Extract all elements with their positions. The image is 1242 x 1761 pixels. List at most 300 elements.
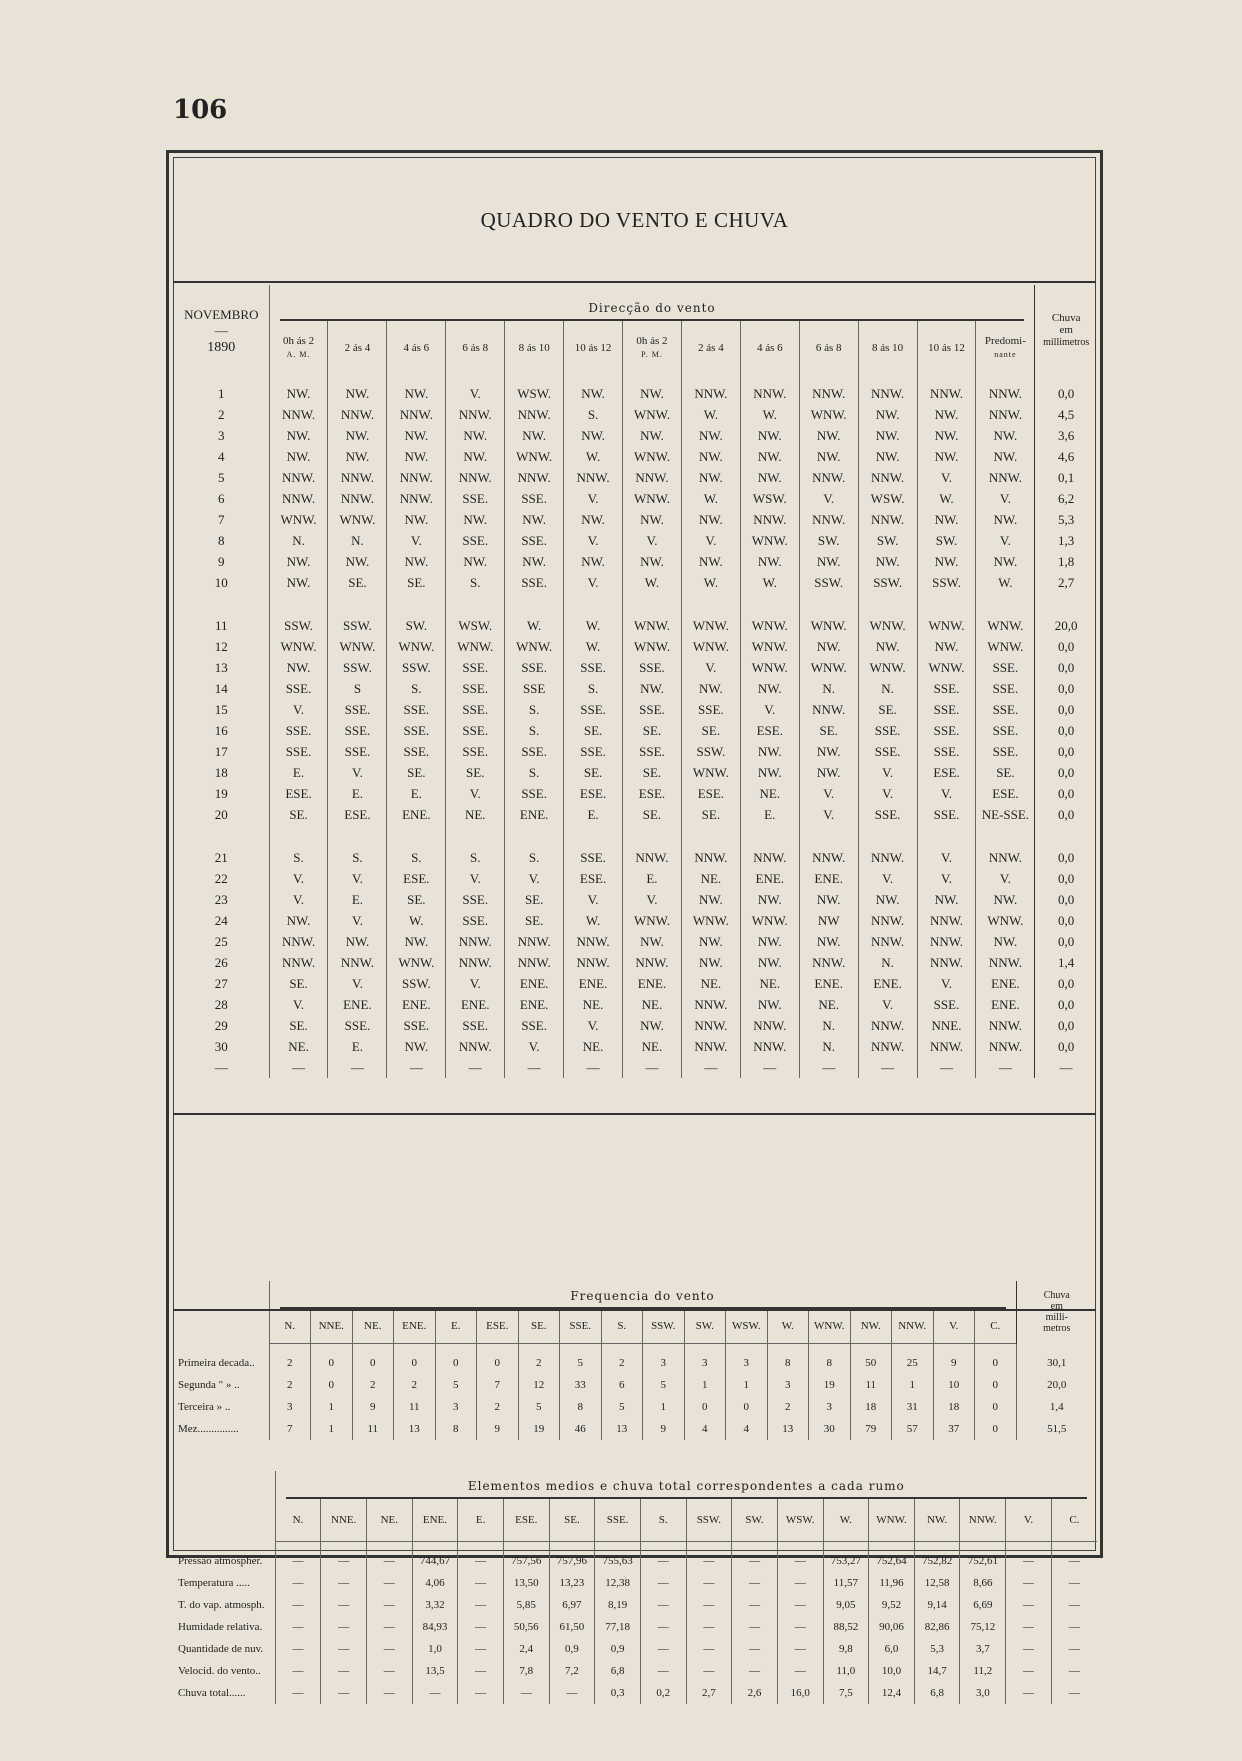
wind-direction-cell: SSE. bbox=[328, 1015, 387, 1036]
elements-cell: — bbox=[1006, 1572, 1052, 1594]
wind-direction-cell: SSW. bbox=[328, 615, 387, 636]
wind-day-row bbox=[174, 952, 1097, 973]
wind-direction-cell: NW. bbox=[446, 446, 505, 467]
wind-direction-cell: NW. bbox=[505, 551, 564, 572]
elements-cell: 2,6 bbox=[732, 1682, 778, 1704]
wind-group-header bbox=[269, 285, 1035, 321]
elements-cell: 11,0 bbox=[823, 1660, 869, 1682]
wind-direction-cell: NW. bbox=[446, 551, 505, 572]
wind-direction-cell: NW. bbox=[740, 425, 799, 446]
wind-direction-cell: NW. bbox=[740, 952, 799, 973]
elements-column-header: NNE. bbox=[321, 1499, 367, 1542]
wind-column-header-sub: A. M. bbox=[286, 350, 311, 359]
wind-direction-cell: V. bbox=[505, 868, 564, 889]
wind-column-header-main: 8 ás 10 bbox=[872, 341, 904, 354]
wind-direction-cell: NW. bbox=[681, 446, 740, 467]
elements-column-header: WNW. bbox=[869, 1499, 915, 1542]
wind-direction-cell: V. bbox=[976, 868, 1035, 889]
frequency-cell: 3 bbox=[767, 1374, 809, 1396]
elements-cell: — bbox=[777, 1572, 823, 1594]
frequency-cell: 2 bbox=[601, 1352, 643, 1374]
frequency-rain-line-4: metros bbox=[1043, 1323, 1071, 1335]
wind-day-row bbox=[174, 425, 1097, 446]
wind-direction-cell: WNW. bbox=[858, 657, 917, 678]
elements-cell: — bbox=[549, 1682, 595, 1704]
elements-cell: — bbox=[732, 1594, 778, 1616]
elements-cell: — bbox=[458, 1616, 504, 1638]
frequency-cell: 3 bbox=[726, 1352, 768, 1374]
wind-direction-cell: NW. bbox=[976, 446, 1035, 467]
frequency-table-bottom-rule bbox=[173, 1309, 1096, 1311]
elements-row bbox=[174, 1660, 1097, 1682]
wind-direction-cell: NE. bbox=[269, 1036, 328, 1057]
wind-direction-cell: V. bbox=[564, 572, 623, 593]
elements-column-header: ENE. bbox=[412, 1499, 458, 1542]
rain-mm: 1,4 bbox=[1035, 952, 1097, 973]
elements-cell: — bbox=[640, 1594, 686, 1616]
wind-direction-cell: NNW. bbox=[446, 952, 505, 973]
frequency-cell: 0 bbox=[477, 1352, 519, 1374]
wind-day-row bbox=[174, 572, 1097, 593]
wind-direction-cell: ESE. bbox=[623, 783, 682, 804]
elements-cell: — bbox=[686, 1638, 732, 1660]
wind-column-header-main: 0h ás 2 bbox=[636, 335, 668, 347]
wind-direction-cell: V. bbox=[564, 889, 623, 910]
wind-direction-cell: SE. bbox=[623, 762, 682, 783]
elements-cell: 6,0 bbox=[869, 1638, 915, 1660]
wind-direction-cell: NW. bbox=[740, 994, 799, 1015]
wind-direction-cell: SSE. bbox=[328, 741, 387, 762]
wind-direction-cell: — bbox=[623, 1057, 682, 1078]
frequency-group-title: Frequencia do vento bbox=[570, 1289, 715, 1303]
wind-direction-cell: NW. bbox=[387, 551, 446, 572]
wind-direction-cell: SSW. bbox=[269, 615, 328, 636]
frequency-cell: 13 bbox=[767, 1418, 809, 1440]
wind-direction-cell: NW. bbox=[564, 425, 623, 446]
wind-direction-cell: ENE. bbox=[799, 973, 858, 994]
wind-direction-cell: SSW. bbox=[387, 657, 446, 678]
wind-direction-cell: N. bbox=[799, 1015, 858, 1036]
wind-direction-cell: WNW. bbox=[623, 404, 682, 425]
frequency-cell: 9 bbox=[933, 1352, 975, 1374]
frequency-cell: 9 bbox=[643, 1418, 685, 1440]
wind-column-header-main: 2 ás 4 bbox=[698, 341, 724, 354]
elements-cell: 88,52 bbox=[823, 1616, 869, 1638]
frequency-cell: 3 bbox=[643, 1352, 685, 1374]
wind-day-row bbox=[174, 383, 1097, 404]
wind-day-row bbox=[174, 530, 1097, 551]
wind-direction-cell: NW. bbox=[505, 509, 564, 530]
elements-column-header: E. bbox=[458, 1499, 504, 1542]
wind-direction-cell: WSW. bbox=[505, 383, 564, 404]
wind-column-header bbox=[328, 321, 387, 375]
wind-direction-cell: NW. bbox=[623, 425, 682, 446]
wind-direction-cell: SSW. bbox=[799, 572, 858, 593]
elements-column-header: WSW. bbox=[777, 1499, 823, 1542]
wind-direction-cell: S. bbox=[505, 720, 564, 741]
wind-direction-cell: V. bbox=[446, 783, 505, 804]
wind-direction-cell: S. bbox=[446, 572, 505, 593]
wind-day-row bbox=[174, 488, 1097, 509]
day-number: 19 bbox=[214, 785, 228, 801]
wind-direction-cell: WNW. bbox=[976, 910, 1035, 931]
frequency-cell: 31 bbox=[892, 1396, 934, 1418]
rain-mm: — bbox=[1035, 1057, 1097, 1078]
wind-direction-cell: NW. bbox=[799, 762, 858, 783]
wind-direction-cell: NW. bbox=[976, 931, 1035, 952]
wind-direction-cell: NNW. bbox=[858, 1015, 917, 1036]
wind-direction-cell: SE. bbox=[976, 762, 1035, 783]
wind-direction-cell: N. bbox=[799, 678, 858, 699]
month-dash: — bbox=[214, 323, 228, 338]
day-number: 17 bbox=[214, 743, 228, 759]
wind-direction-cell: NNW. bbox=[505, 404, 564, 425]
elements-cell: — bbox=[366, 1638, 412, 1660]
wind-column-header-main: Predomi- bbox=[984, 335, 1026, 347]
wind-direction-cell: NNW. bbox=[505, 467, 564, 488]
elements-cell: 3,7 bbox=[960, 1638, 1006, 1660]
elements-cell: — bbox=[777, 1594, 823, 1616]
wind-direction-cell: W. bbox=[681, 404, 740, 425]
wind-direction-cell: WNW. bbox=[269, 636, 328, 657]
rain-mm: 0,0 bbox=[1035, 910, 1097, 931]
wind-direction-cell: WNW. bbox=[505, 636, 564, 657]
wind-direction-cell: — bbox=[387, 1057, 446, 1078]
wind-direction-cell: WNW. bbox=[917, 615, 976, 636]
wind-direction-cell: NW bbox=[799, 910, 858, 931]
frequency-rain-cell: 1,4 bbox=[1016, 1396, 1097, 1418]
wind-day-row bbox=[174, 720, 1097, 741]
wind-direction-cell: NE. bbox=[681, 868, 740, 889]
wind-direction-cell: WSW. bbox=[446, 615, 505, 636]
elements-group-title: Elementos medios e chuva total correspondentes a cada rumo bbox=[467, 1479, 905, 1493]
wind-direction-cell: V. bbox=[269, 699, 328, 720]
wind-direction-cell: SSE. bbox=[976, 699, 1035, 720]
frequency-rain-header bbox=[1016, 1281, 1097, 1344]
wind-direction-cell: NW. bbox=[623, 383, 682, 404]
wind-direction-cell: NW. bbox=[387, 383, 446, 404]
wind-column-header bbox=[917, 321, 976, 375]
frequency-column-header: W. bbox=[767, 1309, 809, 1344]
elements-cell: — bbox=[366, 1572, 412, 1594]
wind-day-row bbox=[174, 1036, 1097, 1057]
wind-direction-cell: WNW. bbox=[269, 509, 328, 530]
elements-cell: — bbox=[640, 1550, 686, 1572]
wind-direction-cell: SSE. bbox=[387, 720, 446, 741]
frequency-cell: 12 bbox=[518, 1374, 560, 1396]
wind-direction-cell: E. bbox=[328, 889, 387, 910]
wind-direction-cell: NNW. bbox=[740, 383, 799, 404]
wind-direction-cell: V. bbox=[681, 530, 740, 551]
wind-direction-cell: W. bbox=[740, 572, 799, 593]
wind-direction-cell: NNW. bbox=[681, 1015, 740, 1036]
frequency-cell: 46 bbox=[560, 1418, 602, 1440]
elements-column-header: NNW. bbox=[960, 1499, 1006, 1542]
day-number: 25 bbox=[214, 933, 228, 949]
day-number: 22 bbox=[214, 870, 228, 886]
wind-direction-cell: NW. bbox=[269, 572, 328, 593]
wind-direction-cell: NW. bbox=[328, 383, 387, 404]
frequency-rain-cell: 51,5 bbox=[1016, 1418, 1097, 1440]
wind-direction-cell: V. bbox=[858, 783, 917, 804]
wind-direction-cell: SSW. bbox=[917, 572, 976, 593]
wind-direction-cell: SE. bbox=[623, 804, 682, 825]
wind-direction-cell: NW. bbox=[740, 446, 799, 467]
wind-direction-cell: WNW. bbox=[799, 615, 858, 636]
elements-cell: — bbox=[321, 1594, 367, 1616]
wind-direction-cell: E. bbox=[564, 804, 623, 825]
day-number: 21 bbox=[214, 849, 228, 865]
frequency-row bbox=[174, 1396, 1097, 1418]
wind-direction-cell: NW. bbox=[623, 1015, 682, 1036]
wind-direction-cell: WNW. bbox=[681, 636, 740, 657]
rain-mm: 4,6 bbox=[1035, 446, 1097, 467]
wind-direction-cell: NE. bbox=[681, 973, 740, 994]
rain-mm: 0,0 bbox=[1035, 889, 1097, 910]
elements-cell: 61,50 bbox=[549, 1616, 595, 1638]
wind-direction-cell: SSE. bbox=[269, 678, 328, 699]
wind-direction-cell: ESE. bbox=[976, 783, 1035, 804]
wind-direction-cell: NW. bbox=[740, 551, 799, 572]
elements-cell: — bbox=[275, 1660, 321, 1682]
wind-direction-cell: SE. bbox=[269, 973, 328, 994]
wind-day-row bbox=[174, 868, 1097, 889]
wind-direction-cell: NNW. bbox=[976, 952, 1035, 973]
frequency-cell: 9 bbox=[352, 1396, 394, 1418]
wind-direction-cell: SE. bbox=[858, 699, 917, 720]
frequency-cell: 2 bbox=[518, 1352, 560, 1374]
elements-cell: 2,7 bbox=[686, 1682, 732, 1704]
rain-mm: 0,0 bbox=[1035, 1036, 1097, 1057]
wind-day-row bbox=[174, 931, 1097, 952]
day-number: 18 bbox=[214, 764, 228, 780]
frequency-cell: 5 bbox=[518, 1396, 560, 1418]
wind-direction-cell: S. bbox=[446, 847, 505, 868]
wind-column-header bbox=[387, 321, 446, 375]
wind-direction-cell: SSW. bbox=[858, 572, 917, 593]
frequency-column-header: C. bbox=[975, 1309, 1017, 1344]
wind-direction-cell: NNW. bbox=[446, 931, 505, 952]
wind-direction-cell: SE. bbox=[269, 1015, 328, 1036]
wind-direction-cell: NNW. bbox=[799, 383, 858, 404]
wind-direction-cell: S. bbox=[505, 847, 564, 868]
frequency-cell: 1 bbox=[311, 1418, 353, 1440]
wind-direction-cell: V. bbox=[328, 868, 387, 889]
wind-direction-cell: SE. bbox=[681, 804, 740, 825]
elements-cell: 11,57 bbox=[823, 1572, 869, 1594]
wind-column-header-main: 2 ás 4 bbox=[344, 341, 371, 354]
elements-cell: 12,38 bbox=[595, 1572, 641, 1594]
wind-direction-cell: NE. bbox=[564, 994, 623, 1015]
frequency-cell: 0 bbox=[975, 1352, 1017, 1374]
elements-cell: — bbox=[321, 1616, 367, 1638]
wind-direction-cell: SSE. bbox=[623, 741, 682, 762]
wind-direction-cell: SSE. bbox=[446, 657, 505, 678]
wind-direction-cell: SSE. bbox=[446, 678, 505, 699]
frequency-cell: 11 bbox=[394, 1396, 436, 1418]
wind-direction-cell: W. bbox=[564, 615, 623, 636]
elements-cell: — bbox=[275, 1682, 321, 1704]
wind-direction-cell: ENE. bbox=[505, 973, 564, 994]
wind-direction-cell: SSE. bbox=[564, 657, 623, 678]
frequency-cell: 1 bbox=[643, 1396, 685, 1418]
frequency-row-label: Mez............... bbox=[178, 1423, 239, 1435]
elements-cell: — bbox=[412, 1682, 458, 1704]
wind-direction-cell: NE. bbox=[446, 804, 505, 825]
wind-direction-cell: WNW. bbox=[328, 509, 387, 530]
wind-direction-cell: ENE. bbox=[446, 994, 505, 1015]
wind-direction-cell: NW. bbox=[681, 509, 740, 530]
wind-direction-cell: ENE. bbox=[623, 973, 682, 994]
elements-column-header: N. bbox=[275, 1499, 321, 1542]
wind-direction-cell: SSE. bbox=[446, 720, 505, 741]
wind-direction-cell: NW. bbox=[799, 636, 858, 657]
wind-direction-cell: NW. bbox=[623, 678, 682, 699]
wind-direction-cell: SSE. bbox=[976, 741, 1035, 762]
frequency-cell: 33 bbox=[560, 1374, 602, 1396]
wind-direction-cell: V. bbox=[799, 488, 858, 509]
elements-cell: 12,58 bbox=[914, 1572, 960, 1594]
wind-direction-cell: WSW. bbox=[740, 488, 799, 509]
wind-direction-cell: ENE. bbox=[387, 804, 446, 825]
wind-direction-cell: NNW. bbox=[976, 383, 1035, 404]
wind-day-row bbox=[174, 1057, 1097, 1078]
elements-cell: 10,0 bbox=[869, 1660, 915, 1682]
wind-direction-cell: WNW. bbox=[505, 446, 564, 467]
frequency-row-label: Terceira » .. bbox=[178, 1401, 231, 1413]
wind-direction-cell: — bbox=[740, 1057, 799, 1078]
wind-direction-cell: NW. bbox=[740, 762, 799, 783]
day-number: 15 bbox=[214, 701, 228, 717]
elements-cell: 75,12 bbox=[960, 1616, 1006, 1638]
frequency-cell: 57 bbox=[892, 1418, 934, 1440]
wind-direction-cell: ENE. bbox=[858, 973, 917, 994]
wind-direction-cell: NW. bbox=[564, 509, 623, 530]
wind-direction-cell: NW. bbox=[917, 889, 976, 910]
wind-column-header-main: 10 ás 12 bbox=[928, 341, 965, 354]
wind-direction-cell: SE. bbox=[564, 762, 623, 783]
day-number: 30 bbox=[214, 1038, 228, 1054]
wind-column-header bbox=[976, 321, 1035, 375]
elements-cell: — bbox=[732, 1616, 778, 1638]
elements-cell: — bbox=[321, 1572, 367, 1594]
wind-direction-cell: NNW. bbox=[328, 467, 387, 488]
elements-cell: 9,05 bbox=[823, 1594, 869, 1616]
wind-direction-cell: NE. bbox=[623, 994, 682, 1015]
wind-direction-cell: E. bbox=[740, 804, 799, 825]
elements-row-label: Quantidade de nuv. bbox=[178, 1643, 264, 1655]
wind-direction-cell: NW. bbox=[681, 889, 740, 910]
frequency-row bbox=[174, 1418, 1097, 1440]
wind-direction-cell: NNW. bbox=[681, 994, 740, 1015]
wind-direction-cell: ESE. bbox=[564, 868, 623, 889]
elements-cell: — bbox=[777, 1550, 823, 1572]
frequency-cell: 4 bbox=[684, 1418, 726, 1440]
wind-direction-cell: SSE. bbox=[446, 699, 505, 720]
wind-direction-cell: NW. bbox=[917, 446, 976, 467]
wind-direction-cell: ENE. bbox=[328, 994, 387, 1015]
wind-direction-cell: W. bbox=[681, 572, 740, 593]
wind-direction-cell: SSE. bbox=[269, 720, 328, 741]
frequency-column-header: SW. bbox=[684, 1309, 726, 1344]
elements-cell: 84,93 bbox=[412, 1616, 458, 1638]
wind-direction-cell: ESE. bbox=[387, 868, 446, 889]
frequency-cell: 37 bbox=[933, 1418, 975, 1440]
table-frame bbox=[166, 150, 1103, 1699]
wind-day-row bbox=[174, 762, 1097, 783]
day-number: 7 bbox=[218, 511, 225, 527]
frequency-cell: 3 bbox=[269, 1396, 311, 1418]
wind-column-header bbox=[564, 321, 623, 375]
frequency-cell: 3 bbox=[435, 1396, 477, 1418]
wind-direction-cell: — bbox=[681, 1057, 740, 1078]
frequency-cell: 0 bbox=[684, 1396, 726, 1418]
elements-cell: — bbox=[732, 1550, 778, 1572]
elements-cell: 752,61 bbox=[960, 1550, 1006, 1572]
wind-direction-cell: ENE. bbox=[505, 994, 564, 1015]
wind-direction-cell: V. bbox=[917, 847, 976, 868]
elements-cell: — bbox=[777, 1638, 823, 1660]
wind-direction-cell: NNW. bbox=[858, 847, 917, 868]
wind-direction-cell: SSE. bbox=[446, 741, 505, 762]
wind-direction-cell: NW. bbox=[858, 446, 917, 467]
frequency-column-header: E. bbox=[435, 1309, 477, 1344]
wind-direction-cell: SE. bbox=[446, 762, 505, 783]
wind-direction-cell: V. bbox=[328, 910, 387, 931]
elements-cell: 11,96 bbox=[869, 1572, 915, 1594]
wind-direction-cell: SSE. bbox=[917, 678, 976, 699]
wind-direction-cell: E. bbox=[387, 783, 446, 804]
wind-direction-cell: E. bbox=[269, 762, 328, 783]
elements-cell: 6,97 bbox=[549, 1594, 595, 1616]
rain-mm: 0,0 bbox=[1035, 657, 1097, 678]
wind-direction-cell: — bbox=[564, 1057, 623, 1078]
frequency-cell: 8 bbox=[435, 1418, 477, 1440]
wind-direction-cell: SSE. bbox=[564, 847, 623, 868]
wind-direction-cell: WNW. bbox=[917, 657, 976, 678]
wind-direction-cell: NNW. bbox=[623, 467, 682, 488]
wind-direction-cell: S bbox=[328, 678, 387, 699]
elements-column-header: NW. bbox=[914, 1499, 960, 1542]
wind-direction-cell: NW. bbox=[269, 657, 328, 678]
wind-direction-cell: NNW. bbox=[269, 404, 328, 425]
wind-direction-cell: NNW. bbox=[328, 488, 387, 509]
elements-cell: — bbox=[1006, 1638, 1052, 1660]
wind-direction-cell: SSE. bbox=[328, 699, 387, 720]
wind-direction-cell: S. bbox=[387, 847, 446, 868]
rain-mm: 0,1 bbox=[1035, 467, 1097, 488]
rain-mm: 5,3 bbox=[1035, 509, 1097, 530]
wind-day-row bbox=[174, 446, 1097, 467]
day-number: 26 bbox=[214, 954, 228, 970]
wind-column-header-main: 6 ás 8 bbox=[462, 341, 489, 354]
wind-direction-cell: ENE. bbox=[564, 973, 623, 994]
frequency-row bbox=[174, 1352, 1097, 1374]
wind-direction-cell: V. bbox=[976, 488, 1035, 509]
frequency-cell: 5 bbox=[601, 1396, 643, 1418]
wind-direction-cell: ESE. bbox=[740, 720, 799, 741]
wind-direction-cell: NE. bbox=[740, 783, 799, 804]
elements-cell: 6,8 bbox=[914, 1682, 960, 1704]
wind-direction-cell: SSE bbox=[505, 678, 564, 699]
rain-header-line-3: millimetros bbox=[1043, 336, 1090, 348]
wind-direction-cell: WSW. bbox=[858, 488, 917, 509]
wind-direction-cell: SE. bbox=[564, 720, 623, 741]
wind-direction-cell: SSE. bbox=[328, 720, 387, 741]
frequency-column-header: V. bbox=[933, 1309, 975, 1344]
frequency-cell: 0 bbox=[726, 1396, 768, 1418]
frequency-column-header: N. bbox=[269, 1309, 311, 1344]
